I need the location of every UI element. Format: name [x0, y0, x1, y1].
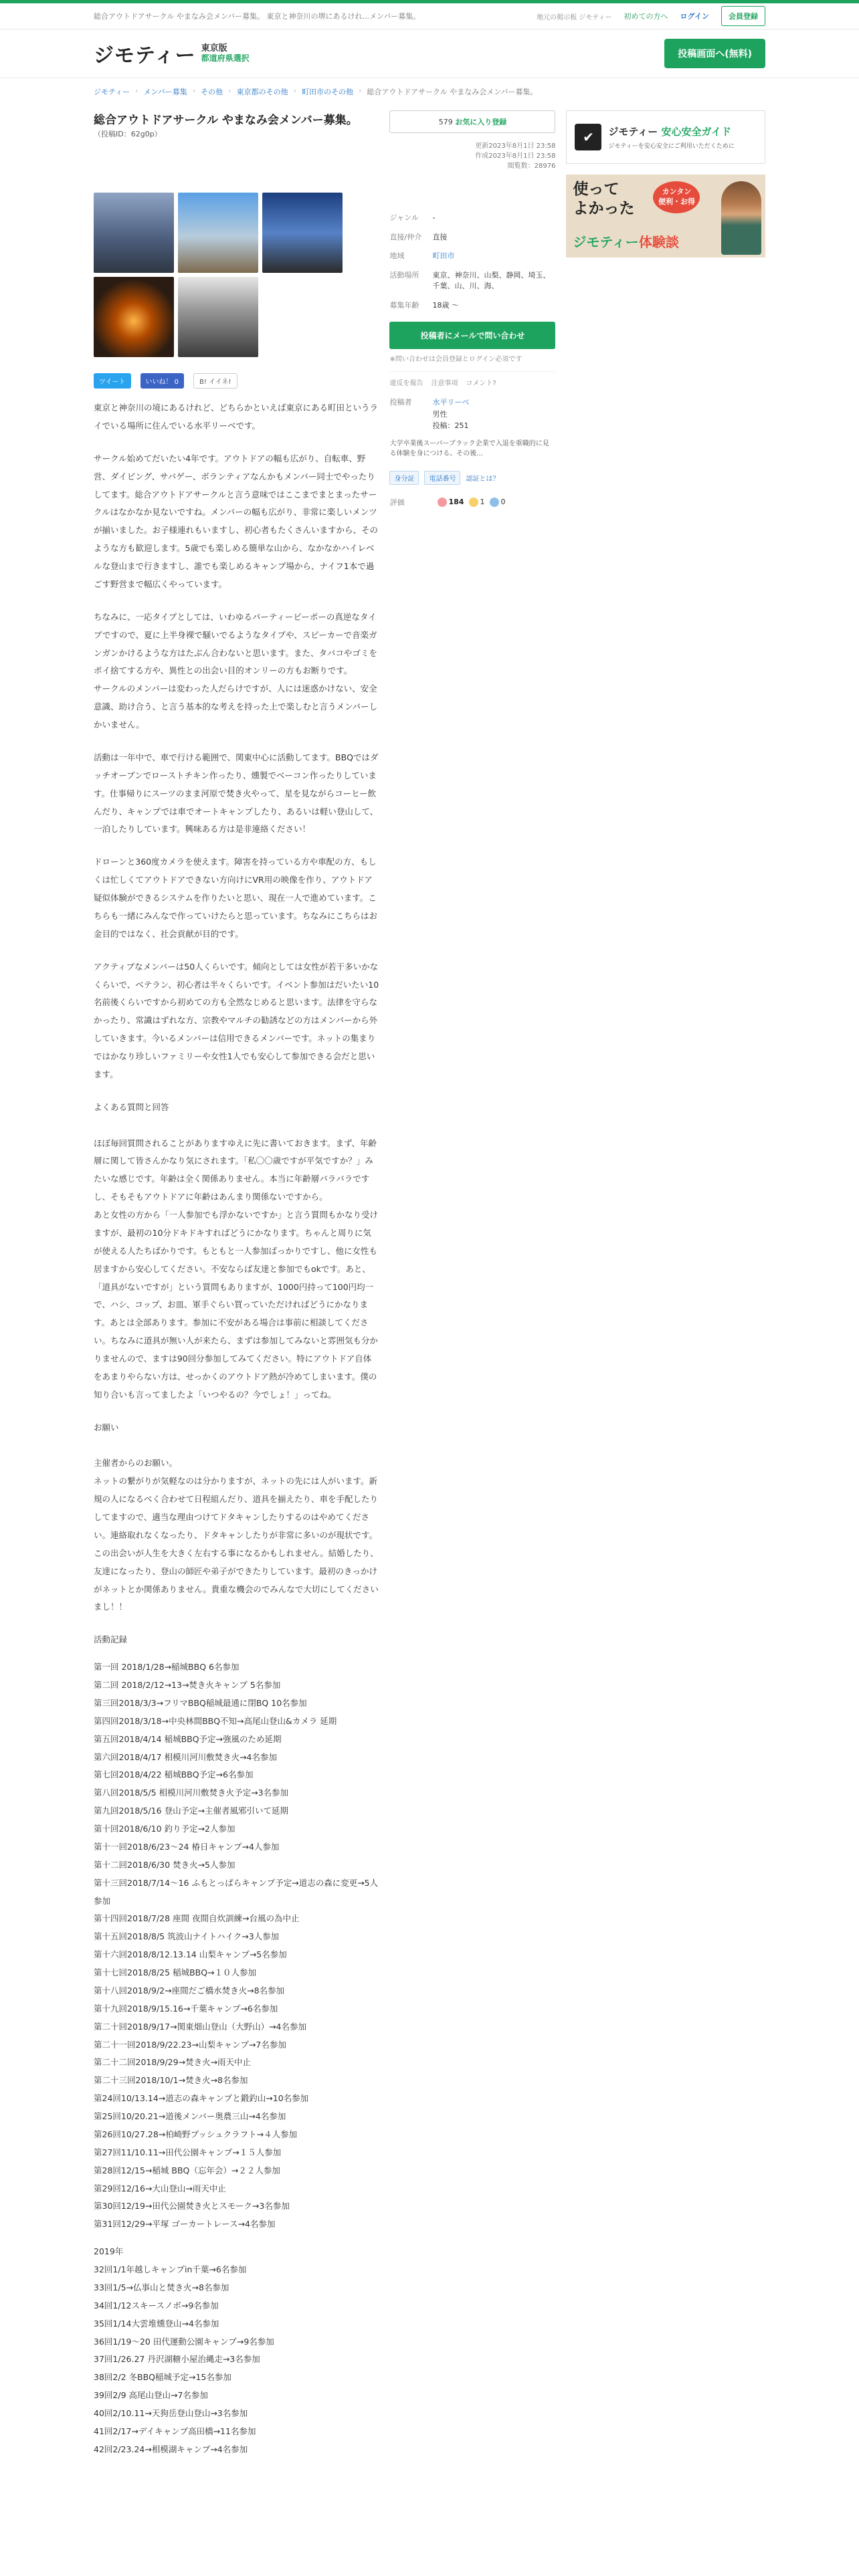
activity-item: 33回1/5→仏事山と焚き火→8名参加: [94, 2282, 229, 2292]
activity-item: 41回2/17→デイキャンプ高田橋→11名参加: [94, 2426, 256, 2436]
region-select-link[interactable]: 都道府県選択: [201, 53, 250, 63]
activity-item: 第十六回2018/8/12.13.14 山梨キャンプ→5名参加: [94, 1949, 287, 1960]
body-paragraph: 活動は一年中で、車で行ける範囲で、関東中心に活動してます。BBQではダッチオーブンでローストチキン作ったり、燻製でベーコン作ったりしています。仕事帰りにスーツのまま河原で焚き火やって、星を見ながらコーヒー飲んだり、キャンプでは車でオートキャンプしたり、あるいは軽い登山して、一泊したりしています。興味ある方は是非連絡ください！: [94, 752, 379, 835]
body-paragraph: ちなみに、一応タイプとしては、いわゆるパーティーピーポーの真逆なタイプですので、夏に上半身裸で騒いでるようなタイプや、スピーカーで音楽ガンガンかけるような方はたぶん合わないと思います。また、タバコやゴミをポイ捨てする方や、異性との出会い目的オンリーの方もお断りです。 サークルのメンバーは変わった人だらけですが、人には迷惑かけない、安全意識、助け合う、と言う基本的な考えを持った上で楽しむと言うメンバーしかいません。: [94, 611, 378, 730]
poster-count: 投稿：251: [432, 421, 469, 431]
activity-item: 第八回2018/5/5 相模川河川敷焚き火予定→3名参加: [94, 1788, 289, 1798]
activity-item: 第26回10/27.28→柏崎野プッシュクラフト→４人参加: [94, 2129, 298, 2139]
breadcrumb-item[interactable]: 町田市のその他: [301, 88, 353, 96]
report-link[interactable]: 違反を報告: [389, 380, 423, 387]
verification-badges: [389, 471, 555, 485]
place-value: 東京、神奈川、山梨、静岡、埼玉、千葉、山、川、海、: [432, 270, 551, 290]
activity-item: 第一回 2018/1/28→稲城BBQ 6名参加: [94, 1662, 240, 1673]
poster-info: [389, 397, 555, 432]
comment-link[interactable]: コメント?: [466, 380, 496, 387]
login-link[interactable]: ログイン: [680, 12, 709, 21]
ad1-subtitle: ジモティーを安心安全にご利用いただくために: [608, 143, 735, 150]
body-paragraph: アクティブなメンバーは50人くらいです。傾向としては女性が若干多いかなくらいで、ベテラン、初心者は半々くらいです。イベント参加はだいたい10名前後くらいですから初めての方も全然なじめると思います。法律を守らなかったり、常識はずれな方、宗教やマルチの勧誘などの方はメンバーから外していきます。今いるメンバーは信用できるメンバーです。ネットの集まりではかなり珍しいファミリーや女性1人でも安心して参加できる会だと思います。: [94, 961, 379, 1079]
info-label: 募集年齢: [389, 300, 419, 310]
post-button[interactable]: 投稿画面へ(無料): [664, 39, 765, 68]
activity-item: 第四回2018/3/18→中央林間BBQ不知→高尾山登山&カメラ 延期: [94, 1715, 337, 1726]
ad2-bubble: カンタン 便利・お得: [653, 181, 700, 213]
breadcrumb-item[interactable]: メンバー募集: [143, 88, 187, 96]
age-value: 18歳 〜: [432, 300, 459, 310]
activity-item: 38回2/2 冬BBQ稲城予定→15名参加: [94, 2372, 231, 2383]
ad2-line2: よかった: [573, 199, 635, 217]
top-bar: [0, 0, 859, 29]
direct-value: 直接: [432, 232, 448, 241]
activity-item: 第二十回2018/9/17→関東畑山登山（大野山）→4名参加: [94, 2021, 306, 2032]
activity-item: 37回1/26.27 丹沢湖糖小屋治縄走→3名参加: [94, 2354, 260, 2365]
ad2-brand: ジモティー: [573, 234, 639, 250]
verification-help-link[interactable]: 認証とは？: [466, 475, 500, 483]
hatena-button[interactable]: B! イイネ!: [193, 373, 237, 389]
photo-thumbnail[interactable]: [94, 277, 174, 357]
activity-item: 第29回12/16→大山登山→雨天中止: [94, 2183, 226, 2193]
activity-item: 第25回10/20.21→道後メンバー奥農三山→4名参加: [94, 2111, 286, 2121]
activity-item: 第十二回2018/6/30 焚き火→5人参加: [94, 1859, 235, 1870]
contact-button[interactable]: 投稿者にメールで問い合わせ: [389, 322, 555, 349]
info-label: ジャンル: [389, 213, 419, 222]
activity-item: 39回2/9 高尾山登山→7名参加: [94, 2390, 208, 2401]
activity-log: [94, 1631, 379, 2458]
site-logo[interactable]: ジモティー: [94, 44, 196, 68]
activity-item: 第六回2018/4/17 相模川河川敷焚き火→4名参加: [94, 1751, 277, 1762]
view-count: 閲覧数：28976: [507, 163, 556, 170]
report-links: [389, 371, 555, 387]
poster-gender: 男性: [432, 409, 448, 419]
activity-item: 第30回12/19→田代公園焚き火とスモーク→3名参加: [94, 2201, 290, 2212]
request-section: お願い 主催者からのお願い。 ネットの繋がりが気軽なのは分かりますが、ネットの先には人がいます。新規の人になるべく合わせて日程組んだり、道具を揃えたり、車を手配したりしてますので、適当な理由つけてドタキャンしたりするのはやめてください。連絡取れなくなったり、ドタキャンしたりが非常に多いのが現状です。この出会いが人生を大きく左右する事になるかもしれません。結婚したり、友達になったり、登山の師匠や弟子ができたりしています。最初のきっかけがネットとか関係ありません。貴重な機会のでみんなで大切にしてくださいまし！！: [94, 1422, 379, 1612]
poster-description: 大学卒業後スーパーブラック企業で入退を重職的に見る体験を身につける。その後...: [389, 439, 549, 457]
photo-thumbnail[interactable]: [94, 193, 174, 273]
phone-badge: 電話番号: [424, 471, 460, 485]
safety-icon: ✔: [575, 124, 601, 150]
activity-item: 第27回11/10.11→田代公園キャンプ→１５人参加: [94, 2147, 282, 2157]
notice-link[interactable]: 注意事項: [431, 380, 458, 387]
safety-guide-banner[interactable]: [566, 110, 765, 164]
contact-note: ※問い合わせは会員登録とログイン必須です: [389, 356, 522, 363]
area-link[interactable]: 町田市: [432, 251, 455, 260]
post-body: [94, 399, 379, 1616]
activity-item: 32回1/1年越しキャンプin千葉→6名参加: [94, 2264, 247, 2274]
rating-bad: 0: [500, 497, 506, 506]
guide-link[interactable]: 初めての方へ: [624, 12, 668, 21]
person-illustration: [721, 181, 761, 255]
activity-item: 第二十二回2018/9/29→焚き火→雨天中止: [94, 2057, 252, 2068]
poster-label: 投稿者: [389, 398, 412, 407]
activity-item: 第十七回2018/8/25 稲城BBQ→１０人参加: [94, 1967, 257, 1977]
activity-item: 第31回12/29→平塚 ゴーカートレース→4名参加: [94, 2219, 276, 2230]
ad2-em: 体験談: [638, 234, 679, 250]
activity-year: 2019年: [94, 2246, 124, 2257]
poster-name-link[interactable]: 水平リーベ: [432, 398, 470, 407]
activity-item: 第十回2018/6/10 釣り予定→2人参加: [94, 1824, 235, 1834]
breadcrumb: ジモティー › メンバー募集 › その他 › 東京都のその他 › 町田市のその他 › 総合アウトドアサークル やまなみ会メンバー募集。: [94, 86, 538, 96]
info-label: 直接/仲介: [389, 232, 422, 241]
favorite-label: お気に入り登録: [455, 118, 507, 126]
post-meta: [389, 141, 555, 171]
activity-item: 第28回12/15→稲城 BBQ（忘年会）→２２人参加: [94, 2165, 280, 2175]
activity-item: 第十一回2018/6/23〜24 椿日キャンプ→4人参加: [94, 1841, 280, 1852]
activity-item: 第十五回2018/8/5 筑波山ナイトハイク→3人参加: [94, 1931, 280, 1942]
rating: [389, 497, 555, 508]
faq-section: よくある質問と回答 ほぼ毎回質問されることがありますゆえに先に書いておきます。まず、年齢層に関して皆さんかなり気にされます。「私〇〇歳ですが平気ですか？」みたいな感じです。年齢は全く関係ありません。本当に年齢層バラバラですし、そもそもアウトドアに年齢はあんまり関係ないですから。 あと女性の方から「一人参加でも浮かないですか」と言う質問もかなり受けますが、最初の10分ドキドキすればどうにかなります。ちゃんと周りに気が使える人たちばかりです。もともと一人参加ばっかりですし、他に女性も居ますから安心してください。不安ならば友達と参加でもokです。あと、「道具がないですが」という質問もありますが、1000円持って100円均一で、ハシ、コップ、お皿、軍手ぐらい買っていただければどうにかなります。あとは全部あります。参加に不安がある場合は事前に相談してください。ちなみに道具が無い人が来たら、まずは参加してみないと雰囲気も分かりませんので、ますは90回分参加してみてください。特にアウトドア自体をあまりやらない方は、せっかくのアウトドア熱が冷めてしまいます。僕の知り合いも言ってましたよ「いつやるの？今でしょ！」ってね。: [94, 1101, 379, 1400]
photo-gallery: [94, 193, 348, 357]
activity-item: 第七回2018/4/22 稲城BBQ予定→6名参加: [94, 1769, 254, 1780]
activity-item: 第三回2018/3/3→フリマBBQ稲城最通に閉BQ 10名参加: [94, 1697, 307, 1708]
ad1-title: 安心安全ガイド: [661, 126, 732, 138]
header: [0, 29, 859, 78]
ad2-line1: 使って: [573, 181, 619, 198]
ad1-brand: ジモティー: [608, 126, 658, 138]
created-date: 作成2023年8月1日 23:58: [475, 152, 556, 160]
activity-item: 40回2/10.11→天狗岳登山登山→3名参加: [94, 2408, 248, 2418]
rating-label: 評価: [389, 498, 405, 507]
photo-thumbnail[interactable]: [262, 193, 343, 273]
region-board-link[interactable]: 地元の掲示板 ジモティー: [537, 13, 612, 21]
activity-item: 第九回2018/5/16 登山予定→主催者風邪引いて延期: [94, 1806, 289, 1816]
activity-item: 35回1/14大雲堆燻登山→4名参加: [94, 2318, 219, 2329]
breadcrumb-item[interactable]: ジモティー: [94, 88, 130, 96]
tweet-button[interactable]: ツイート: [94, 373, 131, 389]
neutral-face-icon: [469, 498, 478, 507]
photo-thumbnail[interactable]: [178, 193, 258, 273]
activity-heading: 活動記録: [94, 1634, 128, 1645]
facebook-like-button[interactable]: いいね！ 0: [140, 373, 185, 389]
site-description: 総合アウトドアサークル やまなみ会メンバー募集。 東京と神奈川の堺にあるけれ...メンバー募集。: [94, 12, 421, 21]
rating-good: 184: [448, 497, 464, 506]
smile-face-icon: [438, 498, 447, 507]
activity-item: 第五回2018/4/14 稲城BBQ予定→強風のため延期: [94, 1733, 282, 1744]
body-paragraph: サークル始めてだいたい4年です。アウトドアの幅も広がり、自転車、野営、ダイビング、サバゲー、ボランティアなんかもメンバー同士でやったりしてます。総合アウトドアサークルと言う意味ではここまでまとまったサークルはなかなか見ないですね。メンバーの幅も広がり、非常に楽しいメンツが揃いました。お子様連れもいますし、初心者もたくさんいますから、そのような方も歓迎します。5歳でも楽しめる簡単な山から、なかなかハイレベルな登山まで行きますし、誰でも楽しめるキャンプ場から、ナイフ1本で過ごす野営まで幅広くやっています。: [94, 453, 379, 589]
activity-item: 34回1/12スキースノボ→9名参加: [94, 2300, 219, 2311]
photo-thumbnail[interactable]: [178, 277, 258, 357]
activity-item: 42回2/23.24→相模湖キャンプ→4名参加: [94, 2444, 248, 2454]
activity-item: 36回1/19〜20 田代運動公園キャンプ→9名参加: [94, 2336, 274, 2347]
register-button[interactable]: 会員登録: [721, 6, 765, 26]
activity-item: 第十九回2018/9/15.16→千葉キャンプ→6名参加: [94, 2003, 278, 2014]
id-badge: 身分証: [389, 471, 419, 485]
activity-item: 第十八回2018/9/2→座間だご橋水焚き火→8名参加: [94, 1985, 285, 1996]
activity-item: 第十四回2018/7/28 座間 夜間自炊訓練→台風の為中止: [94, 1913, 300, 1924]
body-paragraph: 東京と神奈川の境にあるけれど、どちらかといえば東京にある町田というライでいる場所に住んでいる水平リーベです。: [94, 403, 379, 431]
breadcrumb-item[interactable]: その他: [201, 88, 223, 96]
updated-date: 更新2023年8月1日 23:58: [475, 142, 556, 150]
favorite-count: 579: [438, 118, 453, 126]
activity-item: 第24回10/13.14→道志の森キャンプと鍛釣山→10名参加: [94, 2093, 309, 2104]
breadcrumb-item[interactable]: 東京都のその他: [236, 88, 288, 96]
rating-mid: 1: [480, 497, 485, 506]
body-paragraph: ドローンと360度カメラを使えます。障害を持っている方や車配の方、もしくは忙しくてアウトドアできない方向けにVR用の映像を作り、アウトドア疑似体験ができるシステムを作りたいと思い、現在一人で進めています。こちらも一緒にみんなで作っていけたらと思っています。ちなみにこちらはお金目的ではなく、社会貢献が目的です。: [94, 857, 378, 939]
page-title: 総合アウトドアサークル やまなみ会メンバー募集。: [94, 114, 358, 127]
genre-value: -: [432, 213, 436, 222]
social-buttons: [94, 373, 379, 389]
activity-item: 第二十三回2018/10/1→焚き火→8名参加: [94, 2075, 248, 2086]
info-label: 地域: [389, 251, 405, 260]
experience-banner[interactable]: [566, 175, 765, 257]
sad-face-icon: [490, 498, 499, 507]
post-id: （投稿ID：62g0p）: [94, 130, 162, 138]
breadcrumb-current: 総合アウトドアサークル やまなみ会メンバー募集。: [367, 88, 538, 96]
info-label: 活動場所: [389, 270, 419, 280]
activity-item: 第十三回2018/7/14〜16 ふもとっぱらキャンプ予定→道志の森に変更→5人参加: [94, 1877, 379, 1906]
activity-item: 第二十一回2018/9/22.23→山梨キャンプ→7名参加: [94, 2039, 286, 2050]
activity-item: 第二回 2018/2/12→13→焚き火キャンプ 5名参加: [94, 1680, 281, 1690]
region-name: 東京版: [201, 43, 227, 54]
favorite-button[interactable]: [389, 110, 555, 133]
